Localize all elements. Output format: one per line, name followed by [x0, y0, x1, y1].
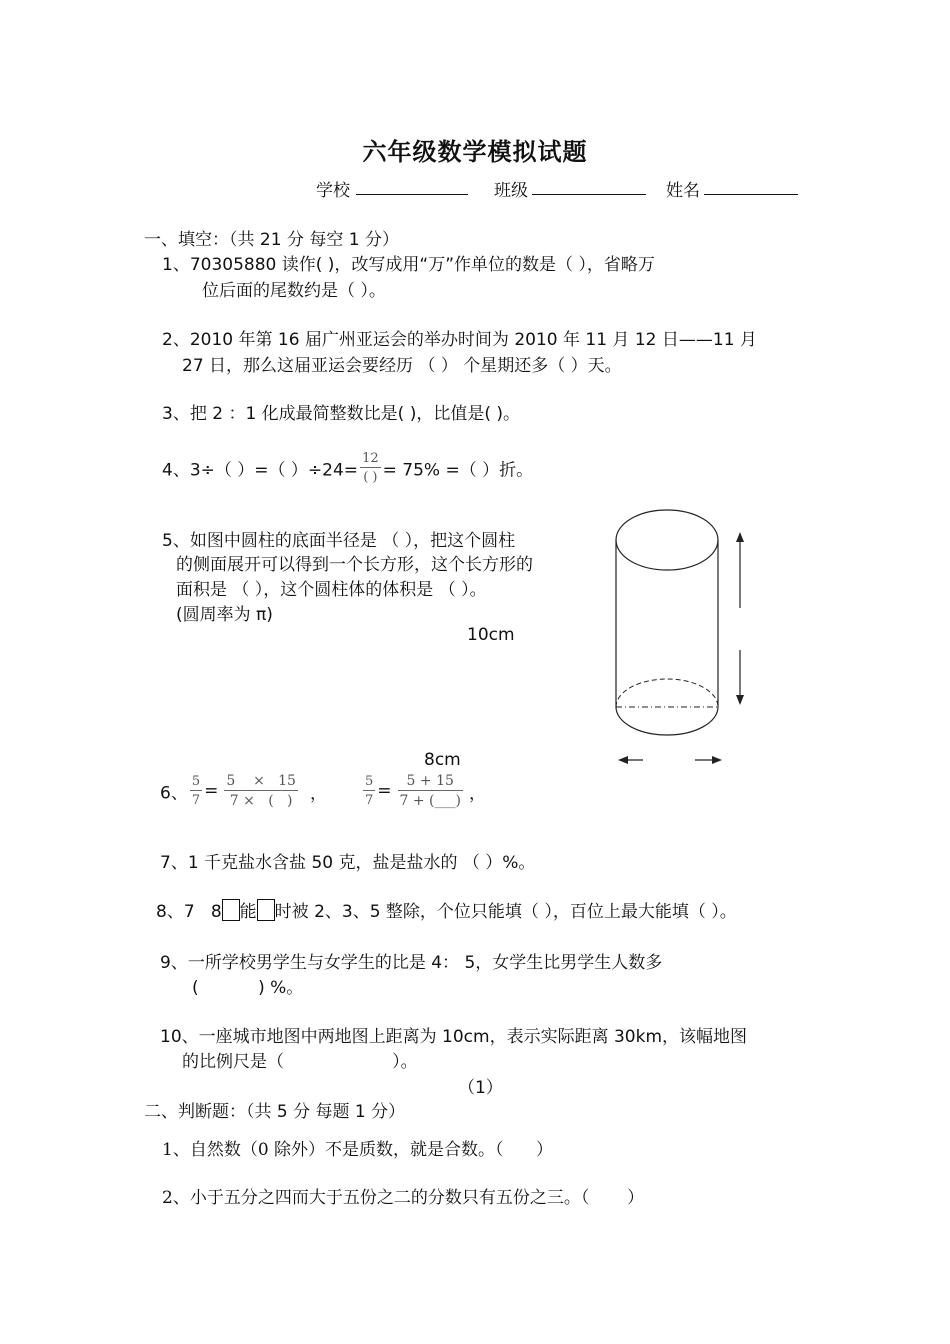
school-blank[interactable]: [356, 176, 468, 195]
q6-f3-num: 5: [364, 774, 374, 789]
school-label: 学校: [316, 181, 350, 201]
q6-f1-den: 7: [191, 793, 201, 808]
q6-fraction-1: [190, 775, 202, 807]
section1-heading: 一、填空：（共 21 分 每空 1 分）: [144, 230, 399, 250]
q4-frac-num: 12: [362, 451, 379, 466]
q6-f2-num: 5 × 15: [226, 773, 296, 789]
q6-end: ，: [468, 783, 486, 804]
q6-fraction-3: [363, 775, 375, 807]
q6-f4-num: 5 + 15: [398, 774, 463, 791]
q3: 3、把 2 ：1 化成最简整数比是( )，比值是( )。: [162, 404, 520, 424]
q5-line4: (圆周率为 π): [176, 605, 273, 625]
cylinder-bottom-front: [616, 707, 718, 735]
name-blank[interactable]: [704, 176, 798, 195]
q4: [162, 452, 533, 484]
arrow-up-icon: [736, 532, 744, 542]
q9-line1: 9、一所学校男学生与女学生的比是 4： 5，女学生比男学生人数多: [160, 953, 663, 973]
q5-line3: 面积是 （ ），这个圆柱体的体积是 （ ）。: [176, 580, 487, 600]
section2-heading: 二、判断题：（共 5 分 每题 1 分）: [144, 1102, 406, 1122]
q6-equals-2: =: [377, 781, 392, 801]
q6-f3-den: 7: [364, 793, 374, 808]
q1-line2: 位后面的尾数约是（ ）。: [202, 281, 386, 301]
q6-label: 6、: [160, 783, 188, 804]
cylinder-figure: [600, 500, 760, 775]
q4-fraction: [360, 452, 381, 484]
q6-f4-den: 7 + (___): [399, 793, 461, 809]
q7: 7、1 千克盐水含盐 50 克，盐是盐水的 （ ）%。: [160, 853, 536, 873]
q8-part-c: 时被 2、3、5 整除，个位只能填（ ），百位上最大能填（ ）。: [274, 902, 737, 922]
arrow-down-icon: [736, 695, 744, 705]
q4-frac-den: ( ): [363, 470, 378, 485]
q1-line1: 1、70305880 读作( )，改写成用“万”作单位的数是（ ），省略万: [162, 255, 655, 275]
q6: [160, 774, 486, 808]
s2-q1: 1、自然数（0 除外）不是质数，就是合数。（ ）: [162, 1140, 553, 1160]
page-number: （1）: [458, 1078, 503, 1098]
q4-prefix: 4、3÷（ ）=（ ）÷24=: [162, 460, 359, 481]
s2-q2: 2、小于五分之四而大于五份之二的分数只有五份之三。（ ）: [162, 1188, 645, 1208]
q10-line2: 的比例尺是（ ）。: [182, 1052, 418, 1072]
q9-line2: ( ) %。: [192, 978, 304, 998]
diameter-label: 8cm: [424, 750, 461, 770]
q4-suffix: = 75% =（ ）折。: [382, 460, 534, 481]
q5-line2: 的侧面展开可以得到一个长方形，这个长方形的: [176, 555, 533, 575]
q5-line1: 5、如图中圆柱的底面半径是 （ ），把这个圆柱: [162, 531, 516, 551]
q6-equals-1: =: [204, 781, 219, 801]
q8: [156, 897, 737, 922]
height-label: 10cm: [467, 625, 515, 645]
q8-box-2[interactable]: [257, 899, 275, 921]
q8-part-b: 能: [239, 902, 257, 922]
page-title: 六年级数学模拟试题: [362, 137, 588, 166]
class-blank[interactable]: [532, 176, 646, 195]
q8-part-a: 8、7 8: [156, 902, 222, 922]
q6-comma: ，: [309, 783, 327, 804]
q6-f2-den: 7 × ( ): [229, 793, 293, 809]
arrow-right-icon: [712, 756, 722, 764]
cylinder-bottom-back: [616, 679, 718, 707]
q6-fraction-4: [398, 774, 463, 808]
arrow-left-icon: [618, 756, 628, 764]
q6-fraction-2: [224, 774, 298, 808]
class-label: 班级: [494, 181, 528, 201]
q6-f1-num: 5: [191, 774, 201, 789]
cylinder-top: [616, 510, 718, 570]
q8-box-1[interactable]: [222, 899, 240, 921]
q2-line1: 2、2010 年第 16 届广州亚运会的举办时间为 2010 年 11 月 12 日——11 月: [162, 330, 757, 350]
q2-line2: 27 日，那么这届亚运会要经历 （ ） 个星期还多（ ）天。: [182, 356, 622, 376]
q10-line1: 10、一座城市地图中两地图上距离为 10cm，表示实际距离 30km，该幅地图: [160, 1027, 748, 1047]
name-label: 姓名: [666, 181, 700, 201]
